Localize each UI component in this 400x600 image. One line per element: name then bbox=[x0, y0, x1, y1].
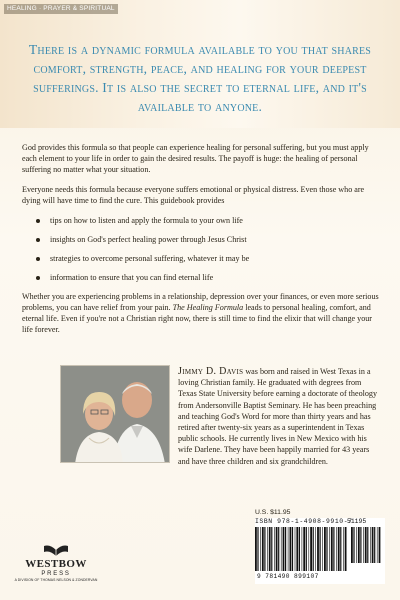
headline: There is a dynamic formula available to you that shares comfort, strength, peace, and healing for your deepest sufferings. It is also the secret to eternal life, and it's available to anyone. bbox=[28, 42, 372, 114]
author-bio-text: was born and raised in West Texas in a loving Christian family. He graduated with degrees from Texas State University before earning a doctorate of theology from Andersonville Baptist Seminary. He has been preaching and teaching God's Word for more than thirty years and has retired after twenty-six years as a superintendent in Texas public schools. He currently lives in New Mexico with his wife Darlene. They have been happily married for 43 years and have three children and six grandchildren. bbox=[178, 367, 378, 466]
author-bio bbox=[178, 366, 378, 467]
open-book-icon bbox=[43, 544, 69, 558]
addon-barcode-icon bbox=[351, 527, 381, 563]
closing-text-end: leads to personal healing, comfort, and eternal life. Even if you're not a Christian right now, there is still time to find the elixir that will change your life forever. bbox=[22, 303, 372, 334]
barcode-area bbox=[255, 518, 385, 584]
publisher-subtitle: A DIVISION OF THOMAS NELSON & ZONDERVAN bbox=[14, 578, 98, 582]
closing-paragraph bbox=[22, 291, 380, 335]
isbn: ISBN 978-1-4908-9910-7 bbox=[255, 518, 353, 525]
closing-text-start: Whether you are experiencing problems in a relationship, depression over your finances, or even more serious problems, you can have relief from your pain. bbox=[22, 292, 379, 312]
paragraph-2: Everyone needs this formula because everyone suffers emotional or physical distress. Even those who are dying will have time to find the cure. This guidebook provides bbox=[22, 185, 365, 205]
barcode-number: 9 781490 899107 bbox=[257, 573, 319, 580]
book-title: The Healing Formula bbox=[172, 303, 244, 312]
author-name: Jimmy D. Davis bbox=[178, 366, 244, 377]
description bbox=[22, 142, 380, 344]
list-item: information to ensure that you can find eternal life bbox=[36, 272, 380, 283]
list-item: strategies to overcome personal suffering, whatever it may be bbox=[36, 253, 380, 264]
barcode-icon bbox=[255, 527, 347, 571]
list-item: insights on God's perfect healing power through Jesus Christ bbox=[36, 234, 380, 245]
benefit-list bbox=[36, 215, 380, 283]
list-item: tips on how to listen and apply the formula to your own life bbox=[36, 215, 380, 226]
publisher-logo bbox=[6, 544, 106, 583]
publisher-press: PRESS bbox=[41, 571, 71, 577]
price: U.S. $11.95 bbox=[255, 509, 291, 516]
category-tag: HEALING · PRAYER & SPIRITUAL bbox=[4, 4, 118, 14]
publisher-name: WESTBOW bbox=[25, 558, 87, 570]
author-photo bbox=[60, 365, 170, 463]
paragraph-1: God provides this formula so that people can experience healing for personal suffering, but you must apply each element to your life in order to gain the desired results. The payoff is huge: the healing of personal suffering no matter what your situation. bbox=[22, 143, 369, 174]
price-code: 51195 bbox=[347, 518, 367, 525]
